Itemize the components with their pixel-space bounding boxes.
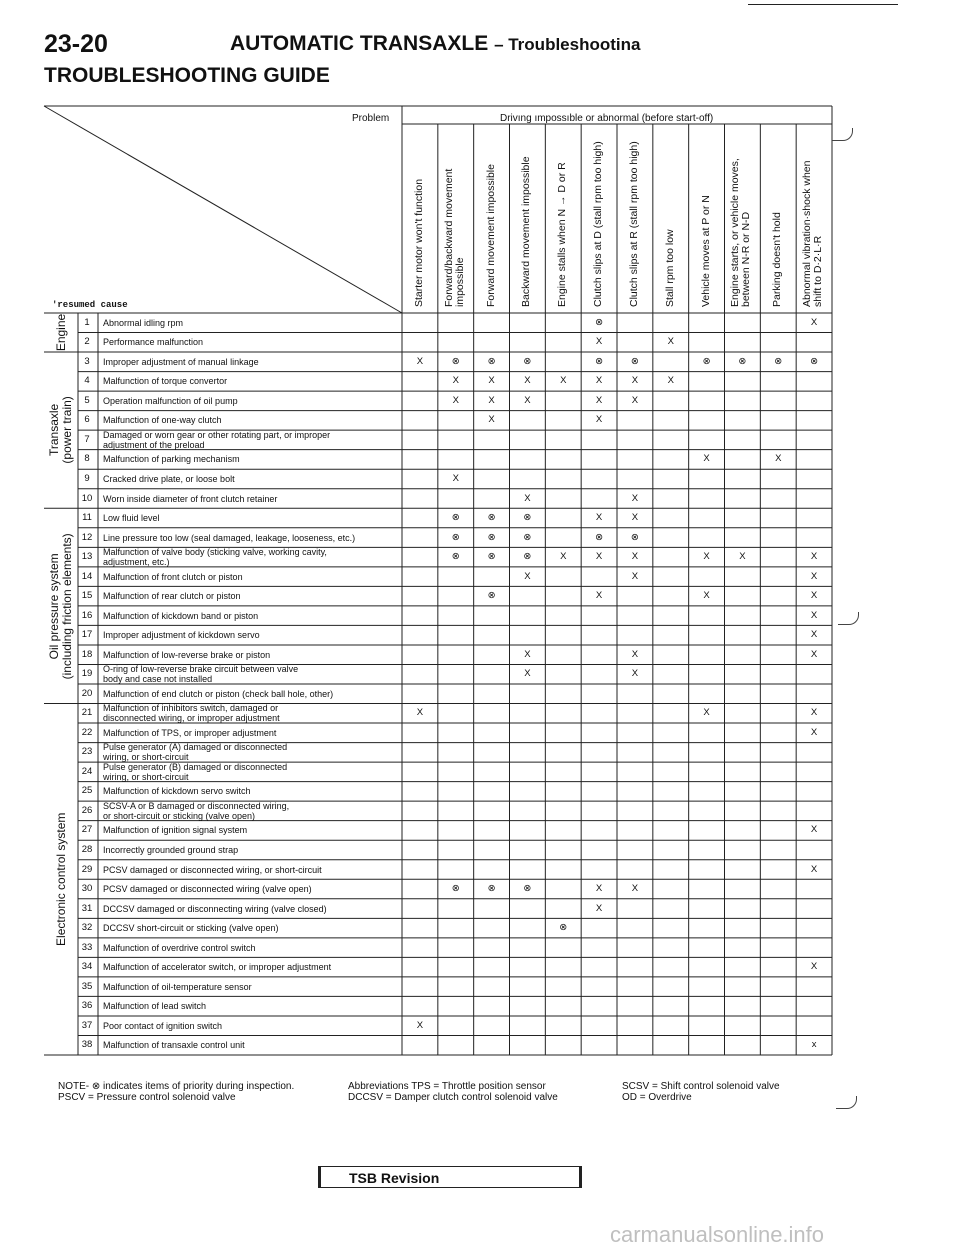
column-header-line: Parking doesn't hold <box>771 212 784 307</box>
cause-text-line: Performance malfunction <box>103 337 204 348</box>
column-header <box>486 157 498 307</box>
priority-mark: ⊗ <box>487 551 496 563</box>
cause-text-line: Malfunction of lead switch <box>103 1001 207 1012</box>
column-header <box>521 157 533 307</box>
section-title-sub: – Troubleshootina <box>494 35 641 54</box>
cause-mark: X <box>631 883 639 895</box>
cause-text-line: SCSV-A or B damaged or disconnected wiring, <box>103 800 290 811</box>
group-label-line: (including friction elements) <box>60 532 74 679</box>
column-header-line: Clutch slips at D (stall rpm too high) <box>592 141 605 307</box>
row-number: 9 <box>84 472 90 484</box>
priority-mark: ⊗ <box>595 316 604 328</box>
cause-mark: X <box>810 316 818 328</box>
column-header <box>557 157 569 307</box>
cause-text <box>103 547 399 567</box>
priority-mark: ⊗ <box>523 883 532 895</box>
cause-mark: X <box>560 375 567 387</box>
cause-mark: X <box>488 394 495 406</box>
row-number: 19 <box>81 668 93 680</box>
cause-mark: X <box>416 1019 424 1031</box>
priority-mark: ⊗ <box>451 883 460 895</box>
column-header-line: Stall rpm too low <box>663 229 676 307</box>
group-label-line: (power train) <box>60 396 74 464</box>
cause-text <box>103 513 399 523</box>
priority-mark: ⊗ <box>595 355 604 367</box>
cause-mark: X <box>631 512 639 524</box>
row-number: 3 <box>84 355 90 367</box>
cause-text-line: or short-circuit or sticking (valve open) <box>103 810 256 821</box>
cause-text <box>103 494 399 504</box>
row-number: 21 <box>81 707 93 719</box>
priority-mark: ⊗ <box>774 355 783 367</box>
cause-text-line: disconnected wiring, or improper adjustment <box>103 713 280 724</box>
cause-text <box>103 630 399 640</box>
row-number: 14 <box>81 570 93 582</box>
row-number: 36 <box>81 1000 93 1012</box>
cause-mark: X <box>667 375 674 387</box>
column-header-line: Forward movement impossible <box>484 164 497 307</box>
row-number: 7 <box>84 433 90 445</box>
priority-mark: ⊗ <box>630 355 639 367</box>
row-number: 31 <box>81 902 93 914</box>
priority-mark: ⊗ <box>702 355 711 367</box>
cause-mark: X <box>667 336 674 348</box>
column-header <box>802 157 826 307</box>
cause-mark: X <box>452 375 459 387</box>
cause-mark: X <box>810 648 818 660</box>
cause-text-line: adjustment, etc.) <box>103 557 170 568</box>
cause-text-line: Malfunction of inhibitors switch, damaged or <box>103 703 279 714</box>
cause-text-line: Malfunction of ignition signal system <box>103 825 248 836</box>
cause-text-line: DCCSV short-circuit or sticking (valve open) <box>103 923 279 934</box>
cause-mark: X <box>703 453 710 465</box>
row-number: 26 <box>81 804 93 816</box>
cause-mark: X <box>452 472 459 484</box>
cause-mark: X <box>631 570 639 582</box>
row-number: 29 <box>81 863 93 875</box>
column-header <box>627 141 641 307</box>
cause-mark: X <box>631 492 639 504</box>
column-header-line: Forward/backward movement <box>442 168 455 307</box>
cause-text-line: Line pressure too low (seal damaged, leakage, looseness, etc.) <box>103 532 356 543</box>
cause-text-line: Malfunction of transaxle control unit <box>103 1040 245 1051</box>
cause-text-line: Malfunction of end clutch or piston (check ball hole, other) <box>103 688 334 699</box>
cause-mark: X <box>595 902 603 914</box>
row-number: 13 <box>81 551 93 563</box>
cause-text <box>103 689 399 699</box>
cause-text-line: Malfunction of TPS, or improper adjustment <box>103 727 277 738</box>
cause-mark: X <box>739 551 746 563</box>
cause-text <box>103 396 399 406</box>
priority-mark: ⊗ <box>451 551 460 563</box>
cause-text <box>103 572 399 582</box>
cause-text-line: Operation malfunction of oil pump <box>103 395 238 406</box>
cause-mark: X <box>488 375 495 387</box>
cause-mark: X <box>416 355 424 367</box>
cause-mark: X <box>810 824 818 836</box>
cause-text <box>103 415 399 425</box>
priority-mark: ⊗ <box>451 512 460 524</box>
cause-text <box>103 591 399 601</box>
cause-text-line: Malfunction of kickdown band or piston <box>103 610 259 621</box>
cause-text-line: Malfunction of low-reverse brake or piston <box>103 649 271 660</box>
section-title-main: AUTOMATIC TRANSAXLE <box>230 32 489 55</box>
cause-mark: X <box>524 570 531 582</box>
priority-mark: ⊗ <box>523 355 532 367</box>
priority-mark: ⊗ <box>523 512 532 524</box>
column-header <box>414 157 426 307</box>
cause-text <box>103 318 399 328</box>
column-header <box>701 157 713 307</box>
cause-mark: X <box>810 863 818 875</box>
row-number: 38 <box>81 1039 93 1051</box>
cause-text <box>103 962 399 972</box>
cause-text <box>103 357 399 367</box>
cause-mark: X <box>595 336 603 348</box>
priority-mark: ⊗ <box>451 531 460 543</box>
problem-label: Problem <box>352 113 390 124</box>
row-number: 5 <box>84 394 90 406</box>
cause-mark: X <box>810 629 818 641</box>
column-header <box>730 157 754 307</box>
group-label-line: Oil pressure system <box>47 552 61 659</box>
column-header-line: Clutch slips at R (stall rpm too high) <box>627 141 640 307</box>
cause-mark: X <box>703 707 710 719</box>
cause-text <box>103 337 399 347</box>
priority-mark: ⊗ <box>523 551 532 563</box>
tsb-revision-box: TSB Revision <box>318 1166 582 1188</box>
row-number: 30 <box>81 883 93 895</box>
row-number: 33 <box>81 941 93 953</box>
cause-text-line: Poor contact of ignition switch <box>103 1020 223 1031</box>
guide-heading: TROUBLESHOOTING GUIDE <box>44 64 330 87</box>
priority-mark: ⊗ <box>595 531 604 543</box>
cause-text <box>103 1001 399 1011</box>
cause-mark: X <box>524 492 531 504</box>
group-label <box>48 352 74 508</box>
cause-mark: X <box>560 551 567 563</box>
row-number: 24 <box>81 765 93 777</box>
cause-text <box>103 762 399 782</box>
cause-text <box>103 1021 399 1031</box>
row-number: 2 <box>84 336 90 348</box>
column-header-line: Engine starts, or vehicle moves, <box>729 158 742 307</box>
note-pcsv: PSCV = Pressure control solenoid valve <box>58 1092 236 1103</box>
cause-text-line: Malfunction of rear clutch or piston <box>103 591 241 602</box>
cause-text-line: DCCSV damaged or disconnecting wiring (valve closed) <box>103 903 327 914</box>
row-number: 25 <box>81 785 93 797</box>
cause-mark: X <box>524 668 531 680</box>
row-number: 18 <box>81 648 93 660</box>
cause-mark: X <box>810 726 818 738</box>
cause-text-line: Pulse generator (A) damaged or disconnected <box>103 742 288 753</box>
cause-text <box>103 742 399 762</box>
column-header-line: Abnormal vibration·shock when <box>801 160 814 307</box>
note-scsv: SCSV = Shift control solenoid valve <box>622 1081 780 1092</box>
cause-text <box>103 865 399 875</box>
cause-mark: X <box>631 375 639 387</box>
column-header-line: shift to D·2·L·R <box>812 235 825 307</box>
cause-text <box>103 923 399 933</box>
priority-mark: ⊗ <box>451 355 460 367</box>
row-number: 10 <box>81 492 93 504</box>
cause-text <box>103 533 399 543</box>
cause-mark: X <box>416 707 424 719</box>
cause-mark: X <box>452 394 459 406</box>
cause-text <box>103 845 399 855</box>
column-header-line: impossible <box>453 257 466 307</box>
priority-mark: ⊗ <box>630 531 639 543</box>
cause-mark: X <box>595 375 603 387</box>
cause-mark: X <box>488 414 495 426</box>
cause-mark: X <box>595 394 603 406</box>
cause-text <box>103 650 399 660</box>
column-header-line: Engine stalls when N → D or R <box>556 162 569 307</box>
cause-mark: X <box>631 648 639 660</box>
cause-text <box>103 786 399 796</box>
cause-text-line: Incorrectly grounded ground strap <box>103 844 239 855</box>
cause-text-line: PCSV damaged or disconnected wiring, or short-circuit <box>103 864 322 875</box>
cause-text-line: Abnormal idling rpm <box>103 317 184 328</box>
cause-mark: X <box>524 394 531 406</box>
group-label-line: Engine <box>53 313 68 352</box>
cause-text-line: wiring, or short-circuit <box>103 752 189 763</box>
cause-text <box>103 376 399 386</box>
cause-text <box>103 454 399 464</box>
cause-text <box>103 664 399 684</box>
cause-text <box>103 1040 399 1050</box>
cause-mark: X <box>595 590 603 602</box>
cause-mark: X <box>810 590 818 602</box>
cause-mark: X <box>595 551 603 563</box>
column-header-line: Vehicle moves at P or N <box>699 195 712 307</box>
cause-mark: X <box>810 707 818 719</box>
cause-text-line: Malfunction of overdrive control switch <box>103 942 256 953</box>
row-number: 23 <box>81 746 93 758</box>
cause-mark: X <box>595 883 603 895</box>
cause-mark: x <box>811 1039 817 1051</box>
group-label <box>55 313 68 352</box>
cause-text-line: Malfunction of parking mechanism <box>103 454 240 465</box>
cause-text <box>103 825 399 835</box>
note-priority: NOTE- ⊗ indicates items of priority during inspection. <box>58 1081 295 1092</box>
cause-text-line: Damaged or worn gear or other rotating part, or improper <box>103 429 331 440</box>
group-label <box>48 508 74 703</box>
priority-mark: ⊗ <box>487 531 496 543</box>
column-header-line: Backward movement impossible <box>520 156 533 307</box>
cause-text <box>103 728 399 738</box>
cause-text-line: Malfunction of one-way clutch <box>103 415 222 426</box>
cause-text-line: O-ring of low-reverse brake circuit between valve <box>103 664 299 675</box>
cause-text-line: Worn inside diameter of front clutch retainer <box>103 493 278 504</box>
cause-mark: X <box>631 668 639 680</box>
row-number: 34 <box>81 961 93 973</box>
row-number: 16 <box>81 609 93 621</box>
cause-text-line: Malfunction of front clutch or piston <box>103 571 243 582</box>
column-header <box>444 157 468 307</box>
row-number: 1 <box>84 316 90 328</box>
row-number: 12 <box>81 531 93 543</box>
row-number: 37 <box>81 1019 93 1031</box>
cause-text <box>103 703 399 723</box>
cause-mark: X <box>703 590 710 602</box>
cause-text-line: Malfunction of torque convertor <box>103 376 228 387</box>
cause-mark: X <box>810 609 818 621</box>
column-header-line: between N-R or N-D <box>740 211 753 307</box>
priority-mark: ⊗ <box>487 512 496 524</box>
row-number: 17 <box>81 629 93 641</box>
cause-text-line: Improper adjustment of kickdown servo <box>103 630 260 641</box>
cause-text-line: Malfunction of kickdown servo switch <box>103 786 251 797</box>
cause-text-line: PCSV damaged or disconnected wiring (valve open) <box>103 884 312 895</box>
row-number: 35 <box>81 980 93 992</box>
column-header <box>592 141 605 307</box>
group-label-line: Transaxle <box>47 404 61 457</box>
group-label <box>55 704 68 1055</box>
cause-mark: X <box>703 551 710 563</box>
row-number: 15 <box>81 590 93 602</box>
priority-mark: ⊗ <box>810 355 819 367</box>
row-number: 27 <box>81 824 93 836</box>
row-number: 32 <box>81 922 93 934</box>
group-label-line: Electronic control system <box>53 812 68 946</box>
note-od: OD = Overdrive <box>622 1092 692 1103</box>
cause-mark: X <box>631 394 639 406</box>
cause-text-line: body and case not installed <box>103 674 213 685</box>
row-number: 11 <box>82 512 92 524</box>
row-number: 20 <box>81 687 93 699</box>
cause-text <box>103 982 399 992</box>
cause-text-line: Malfunction of valve body (sticking valve, working cavity, <box>103 547 327 558</box>
row-number: 22 <box>81 726 93 738</box>
cause-text <box>103 611 399 621</box>
priority-mark: ⊗ <box>523 531 532 543</box>
cause-mark: X <box>810 570 818 582</box>
cause-text <box>103 943 399 953</box>
cause-mark: X <box>524 648 531 660</box>
cause-text-line: Malfunction of oil-temperature sensor <box>103 981 252 992</box>
cause-text-line: adjustment of the preload <box>103 439 205 450</box>
priority-mark: ⊗ <box>738 355 747 367</box>
priority-mark: ⊗ <box>487 590 496 602</box>
column-header <box>665 157 677 307</box>
watermark: carmanualsonline.info <box>610 1222 825 1247</box>
cause-mark: X <box>595 512 603 524</box>
priority-mark: ⊗ <box>559 922 568 934</box>
cause-mark: X <box>810 551 818 563</box>
note-dccsv: DCCSV = Damper clutch control solenoid valve <box>348 1092 558 1103</box>
diagonal-divider <box>44 106 402 313</box>
page-number: 23-20 <box>44 30 108 58</box>
column-header-line: Starter motor won't function <box>412 178 425 307</box>
presumed-cause-label: 'resumed cause <box>52 300 128 310</box>
cause-text <box>103 474 399 484</box>
cause-text-line: Low fluid level <box>103 513 160 524</box>
note-abbreviations: Abbreviations TPS = Throttle position sensor <box>348 1081 546 1092</box>
priority-mark: ⊗ <box>487 883 496 895</box>
row-number: 8 <box>84 453 90 465</box>
cause-mark: X <box>810 961 818 973</box>
driving-header: Drivıng ımpossıble or abnormal (before start-off) <box>500 113 714 124</box>
cause-text <box>103 884 399 894</box>
cause-mark: X <box>631 551 639 563</box>
cause-mark: X <box>775 453 782 465</box>
row-number: 6 <box>84 414 90 426</box>
cause-text-line: Cracked drive plate, or loose bolt <box>103 473 235 484</box>
column-header <box>772 157 784 307</box>
cause-text-line: Pulse generator (B) damaged or disconnected <box>103 761 288 772</box>
cause-text-line: wiring, or short-circuit <box>103 771 189 782</box>
cause-text-line: Improper adjustment of manual linkage <box>103 356 259 367</box>
row-number: 4 <box>84 375 90 387</box>
cause-mark: X <box>595 414 603 426</box>
cause-text <box>103 801 399 821</box>
cause-mark: X <box>524 375 531 387</box>
row-number: 28 <box>81 843 93 855</box>
cause-text-line: Malfunction of accelerator switch, or improper adjustment <box>103 962 332 973</box>
cause-text <box>103 430 399 450</box>
priority-mark: ⊗ <box>487 355 496 367</box>
cause-text <box>103 904 399 914</box>
